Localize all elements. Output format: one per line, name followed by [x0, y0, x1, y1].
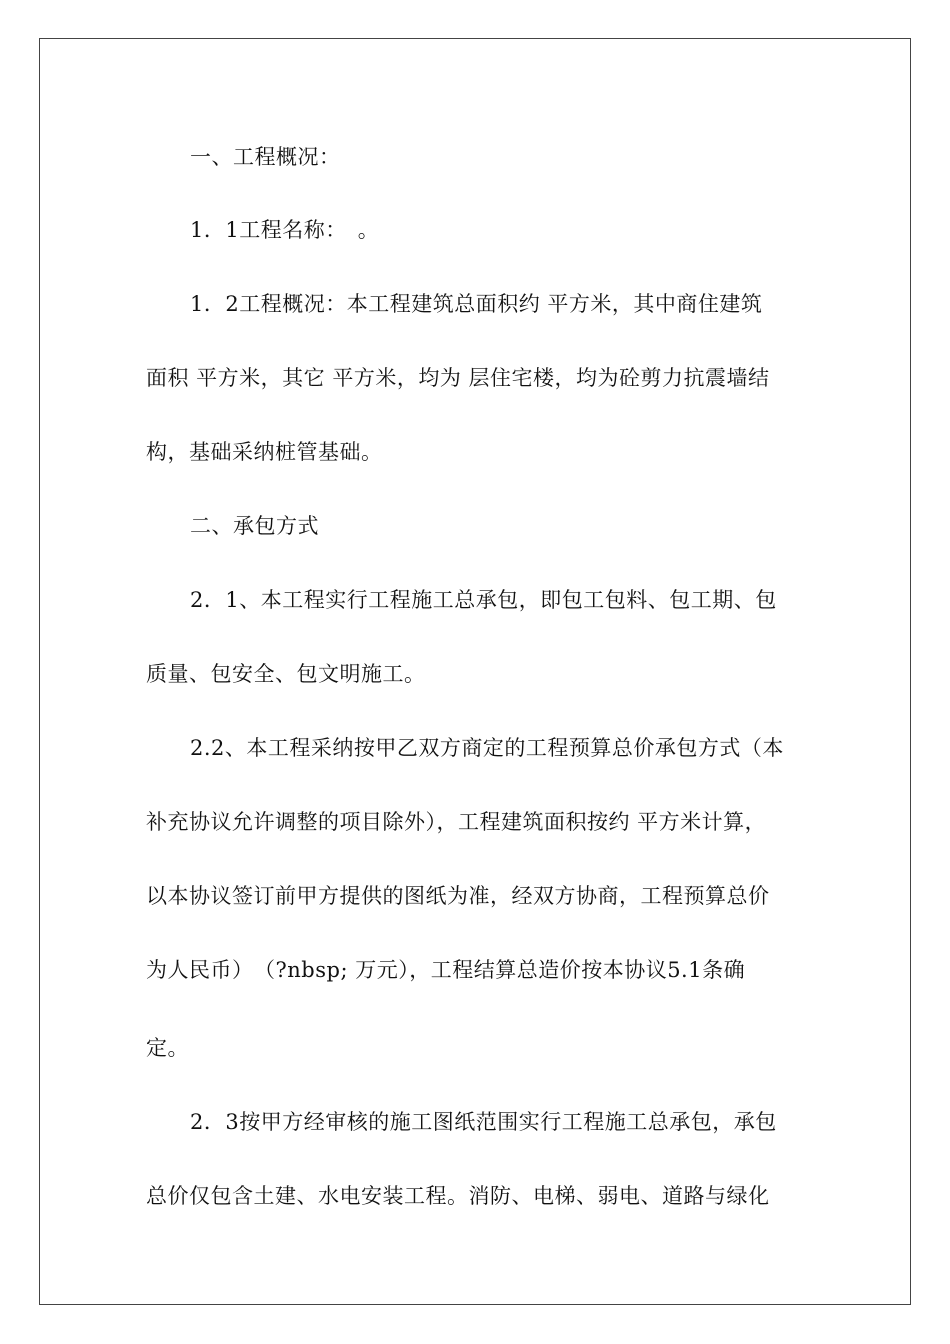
paragraph-line: 2．1、本工程实行工程施工总承包，即包工包料、包工期、包	[190, 588, 777, 612]
paragraph-line: 构，基础采纳桩管基础。	[146, 440, 383, 464]
paragraph-line: 为人民币） （?nbsp; 万元），工程结算总造价按本协议5.1条确	[146, 958, 746, 982]
paragraph-line: 质量、包安全、包文明施工。	[146, 662, 426, 686]
paragraph-line: 总价仅包含土建、水电安装工程。消防、电梯、弱电、道路与绿化	[146, 1184, 770, 1208]
paragraph-line: 定。	[146, 1036, 189, 1060]
section-heading-1: 一、工程概况：	[190, 145, 341, 169]
paragraph-line: 2．3按甲方经审核的施工图纸范围实行工程施工总承包，承包	[190, 1110, 777, 1134]
section-heading-2: 二、承包方式	[190, 514, 319, 538]
paragraph-line: 2.2、本工程采纳按甲乙双方商定的工程预算总价承包方式（本	[190, 736, 784, 760]
paragraph-line: 1．1工程名称： 。	[190, 218, 380, 242]
paragraph-line: 补充协议允许调整的项目除外），工程建筑面积按约 平方米计算，	[146, 810, 767, 834]
paragraph-line: 面积 平方米，其它 平方米，均为 层住宅楼，均为砼剪力抗震墙结	[146, 366, 770, 390]
paragraph-line: 以本协议签订前甲方提供的图纸为准，经双方协商，工程预算总价	[146, 884, 770, 908]
paragraph-line: 1．2工程概况：本工程建筑总面积约 平方米，其中商住建筑	[190, 292, 763, 316]
